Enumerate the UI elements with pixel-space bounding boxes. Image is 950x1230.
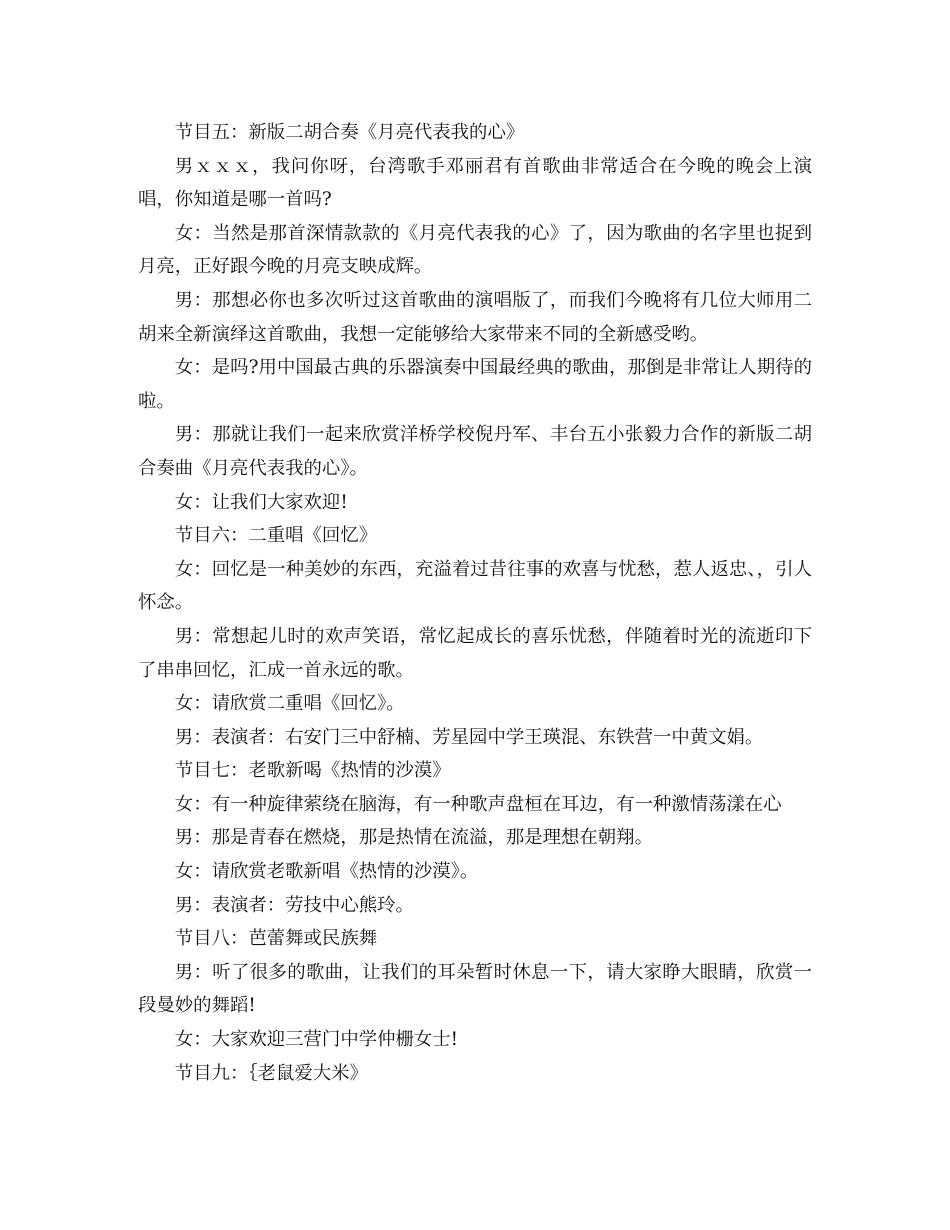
program-six-heading: 节目六：二重唱《回忆》 xyxy=(174,525,378,547)
dialogue-line: 男：那就让我们一起来欣赏洋桥学校倪丹军、丰台五小张毅力合作的新版二胡合奏曲《月亮代表我的心》。 xyxy=(138,424,812,479)
program-seven-heading: 节目七：老歌新喝《热情的沙漠》 xyxy=(174,760,451,782)
dialogue-line: 男：表演者：劳技中心熊玲。 xyxy=(174,894,414,916)
dialogue-line: 女：是吗?用中国最古典的乐器演奏中国最经典的歌曲，那倒是非常让人期待的啦。 xyxy=(138,357,812,412)
dialogue-line: 男：那是青春在燃烧，那是热情在流溢，那是理想在朝翔。 xyxy=(174,827,653,849)
dialogue-line: 女：请欣赏二重唱《回忆》。 xyxy=(174,693,405,715)
dialogue-line: 男：表演者：右安门三中舒楠、芳星园中学王瑛混、东铁营一中黄文娟。 xyxy=(174,726,764,748)
program-eight-heading: 节目八：芭蕾舞或民族舞 xyxy=(174,928,378,950)
dialogue-line: 女：回忆是一种美妙的东西，充溢着过昔往事的欢喜与忧愁，惹人返忠、，引人怀念。 xyxy=(138,558,812,614)
program-nine-heading: 节目九：｛老鼠爱大米》 xyxy=(174,1062,368,1084)
dialogue-line: 女：请欣赏老歌新唱《热情的沙漠》。 xyxy=(174,861,479,883)
dialogue-line: 女：有一种旋律萦绕在脑海，有一种歌声盘桓在耳边，有一种激情荡漾在心 xyxy=(174,793,782,815)
dialogue-line: 女：当然是那首深情款款的《月亮代表我的心》了，因为歌曲的名字里也捉到月亮，正好跟今晚的月亮支映成辉。 xyxy=(138,222,812,278)
program-five-heading: 节目五：新版二胡合奏《月亮代表我的心》 xyxy=(174,122,525,143)
dialogue-line: 男：那想必你也多次听过这首歌曲的演唱版了，而我们今晚将有几位大师用二胡来全新演绎这首歌曲，我想一定能够给大家带来不同的全新感受哟。 xyxy=(138,289,812,345)
dialogue-line: 女：让我们大家欢迎! xyxy=(174,491,348,513)
dialogue-line: 女：大家欢迎三营门中学仲栅女士! xyxy=(174,1029,459,1051)
dialogue-line: 男：常想起儿时的欢声笑语，常忆起成长的喜乐忧愁，伴随着时光的流逝印下了串串回忆，汇成一首永远的歌。 xyxy=(138,625,812,681)
dialogue-line: 男ｘｘｘ，我问你呀，台湾歌手邓丽君有首歌曲非常适合在今晚的晚会上演唱，你知道是哪一首吗? xyxy=(138,155,812,211)
dialogue-line: 男：听了很多的歌曲，让我们的耳朵暂时休息一下，请大家睁大眼睛，欣赏一段曼妙的舞蹈! xyxy=(138,961,812,1017)
document-body xyxy=(138,116,812,1090)
